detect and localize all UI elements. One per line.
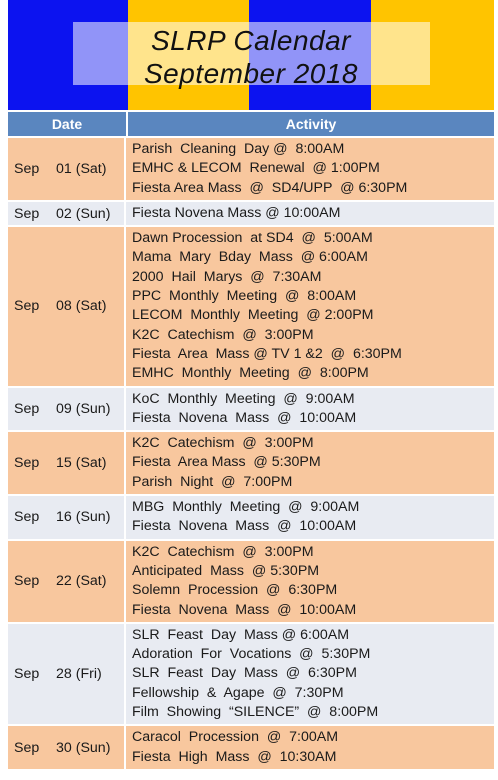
activity-item: EMHC Monthly Meeting @ 8:00PM xyxy=(132,365,369,382)
day-label: 15 (Sat) xyxy=(56,455,107,472)
page-subtitle: September 2018 xyxy=(143,58,359,89)
date-cell xyxy=(8,388,126,431)
table-row xyxy=(8,136,494,200)
activity-item: Anticipated Mass @ 5:30PM xyxy=(132,562,320,579)
month-label: Sep xyxy=(14,509,40,526)
activity-item: Fellowship & Agape @ 7:30PM xyxy=(132,684,344,701)
activity-item: EMHC & LECOM Renewal @ 1:00PM xyxy=(132,160,380,177)
activity-item: Fiesta Novena Mass @ 10:00AM xyxy=(132,601,357,618)
date-cell xyxy=(8,202,126,225)
activity-item: SLR Feast Day Mass @ 6:30PM xyxy=(132,665,357,682)
table-row xyxy=(8,724,494,769)
activity-item: Solemn Procession @ 6:30PM xyxy=(132,582,338,599)
activity-item: Film Showing “SILENCE” @ 8:00PM xyxy=(132,704,379,721)
date-cell xyxy=(8,432,126,494)
day-label: 28 (Fri) xyxy=(56,666,102,683)
month-label: Sep xyxy=(14,400,40,417)
month-label: Sep xyxy=(14,298,40,315)
activity-cell xyxy=(126,202,494,225)
table-row xyxy=(8,622,494,724)
activity-item: MBG Monthly Meeting @ 9:00AM xyxy=(132,499,360,516)
activity-cell xyxy=(126,227,494,385)
day-label: 30 (Sun) xyxy=(56,739,111,756)
activity-item: Fiesta Area Mass @ SD4/UPP @ 6:30PM xyxy=(132,179,408,196)
activity-cell xyxy=(126,388,494,431)
activity-item: KoC Monthly Meeting @ 9:00AM xyxy=(132,390,355,407)
activity-item: Fiesta High Mass @ 10:30AM xyxy=(132,748,337,765)
date-cell xyxy=(8,726,126,769)
month-label: Sep xyxy=(14,160,40,177)
table-row xyxy=(8,386,494,431)
activity-item: Fiesta Novena Mass @ 10:00AM xyxy=(132,518,357,535)
activity-cell xyxy=(126,138,494,200)
month-label: Sep xyxy=(14,666,40,683)
calendar-table xyxy=(8,112,494,769)
activity-item: Fiesta Novena Mass @ 10:00AM xyxy=(132,204,341,221)
activity-item: PPC Monthly Meeting @ 8:00AM xyxy=(132,288,357,305)
table-row xyxy=(8,430,494,494)
month-label: Sep xyxy=(14,573,40,590)
activity-item: Parish Cleaning Day @ 8:00AM xyxy=(132,141,345,157)
day-label: 08 (Sat) xyxy=(56,298,107,315)
activity-item: SLR Feast Day Mass @ 6:00AM xyxy=(132,626,350,643)
activity-item: Parish Night @ 7:00PM xyxy=(132,473,293,490)
date-cell xyxy=(8,138,126,200)
activity-cell xyxy=(126,726,494,769)
table-row xyxy=(8,200,494,225)
page-title: SLRP Calendar xyxy=(150,25,351,56)
day-label: 01 (Sat) xyxy=(56,160,107,177)
table-row xyxy=(8,494,494,539)
month-label: Sep xyxy=(14,739,40,756)
activity-item: LECOM Monthly Meeting @ 2:00PM xyxy=(132,307,374,324)
activity-item: K2C Catechism @ 3:00PM xyxy=(132,435,314,452)
activity-item: Fiesta Novena Mass @ 10:00AM xyxy=(132,409,357,426)
day-label: 22 (Sat) xyxy=(56,573,107,590)
table-row xyxy=(8,539,494,622)
activity-item: Fiesta Area Mass @ 5:30PM xyxy=(132,454,321,471)
activity-item: Adoration For Vocations @ 5:30PM xyxy=(132,646,371,663)
activity-item: Caracol Procession @ 7:00AM xyxy=(132,729,339,746)
table-header xyxy=(8,112,494,136)
day-label: 02 (Sun) xyxy=(56,205,111,222)
date-cell xyxy=(8,496,126,539)
column-header-activity: Activity xyxy=(285,116,337,132)
month-label: Sep xyxy=(14,455,40,472)
day-label: 16 (Sun) xyxy=(56,509,111,526)
activity-cell xyxy=(126,496,494,539)
activity-item: K2C Catechism @ 3:00PM xyxy=(132,543,314,560)
column-header-date: Date xyxy=(8,112,128,136)
date-cell xyxy=(8,624,126,724)
activity-item: Mama Mary Bday Mass @ 6:00AM xyxy=(132,249,368,266)
day-label: 09 (Sun) xyxy=(56,400,111,417)
activity-cell xyxy=(126,541,494,622)
date-cell xyxy=(8,541,126,622)
table-row xyxy=(8,225,494,385)
activity-item: 2000 Hail Marys @ 7:30AM xyxy=(132,268,322,285)
activity-item: K2C Catechism @ 3:00PM xyxy=(132,326,314,343)
activity-cell xyxy=(126,624,494,724)
date-cell xyxy=(8,227,126,385)
activity-cell xyxy=(126,432,494,494)
month-label: Sep xyxy=(14,205,40,222)
activity-item: Fiesta Area Mass @ TV 1 &2 @ 6:30PM xyxy=(132,345,402,362)
activity-item: Dawn Procession at SD4 @ 5:00AM xyxy=(132,230,373,247)
